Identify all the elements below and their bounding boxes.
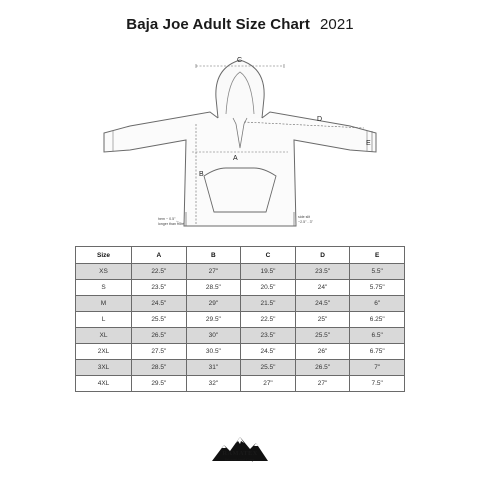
cell-size: 4XL <box>76 376 132 392</box>
cell-d: 25" <box>295 312 350 328</box>
label-d: D <box>317 116 323 123</box>
size-table <box>75 246 405 392</box>
cell-a: 24.5" <box>132 296 187 312</box>
cell-d: 27" <box>295 376 350 392</box>
cell-c: 22.5" <box>241 312 296 328</box>
cell-size: L <box>76 312 132 328</box>
cell-d: 23.5" <box>295 264 350 280</box>
header-e: E <box>350 247 405 264</box>
cell-c: 23.5" <box>241 328 296 344</box>
hoodie-body <box>104 112 376 226</box>
cell-b: 30" <box>186 328 241 344</box>
cell-a: 22.5" <box>132 264 187 280</box>
cell-e: 5.5" <box>350 264 405 280</box>
header-size: Size <box>76 247 132 264</box>
table-row <box>76 312 405 328</box>
cell-a: 29.5" <box>132 376 187 392</box>
chart-year: 2021 <box>319 16 354 33</box>
note-hem-1: hem ~ 0.5" <box>158 217 176 221</box>
cell-a: 25.5" <box>132 312 187 328</box>
cell-c: 20.5" <box>241 280 296 296</box>
table-row <box>76 360 405 376</box>
cell-size: 3XL <box>76 360 132 376</box>
logo-name: RAMATEX <box>222 450 258 457</box>
cell-a: 23.5" <box>132 280 187 296</box>
cell-a: 28.5" <box>132 360 187 376</box>
cell-e: 6.5" <box>350 328 405 344</box>
note-hem-2: longer than front <box>158 222 185 226</box>
cell-b: 32" <box>186 376 241 392</box>
cell-e: 7.5" <box>350 376 405 392</box>
table-header-row <box>76 247 405 264</box>
note-slit-2: ~2.5" - 3" <box>298 220 313 224</box>
cell-b: 28.5" <box>186 280 241 296</box>
table-row <box>76 264 405 280</box>
cell-c: 19.5" <box>241 264 296 280</box>
label-a: A <box>233 155 238 162</box>
note-slit-1: side slit <box>298 215 310 219</box>
cell-c: 24.5" <box>241 344 296 360</box>
cell-d: 24" <box>295 280 350 296</box>
cell-a: 26.5" <box>132 328 187 344</box>
cell-d: 24.5" <box>295 296 350 312</box>
hoodie-hood <box>216 60 264 118</box>
cell-c: 27" <box>241 376 296 392</box>
cell-a: 27.5" <box>132 344 187 360</box>
table-row <box>76 344 405 360</box>
cell-size: M <box>76 296 132 312</box>
cell-b: 29" <box>186 296 241 312</box>
cell-e: 5.75" <box>350 280 405 296</box>
table-row <box>76 296 405 312</box>
header-d: D <box>295 247 350 264</box>
cell-d: 26.5" <box>295 360 350 376</box>
table-row <box>76 328 405 344</box>
cell-c: 25.5" <box>241 360 296 376</box>
cell-e: 6" <box>350 296 405 312</box>
logo-subtitle: International Corp. <box>225 458 255 462</box>
chart-title: Baja Joe Adult Size Chart <box>126 16 310 33</box>
cell-b: 29.5" <box>186 312 241 328</box>
header-c: C <box>241 247 296 264</box>
header-b: B <box>186 247 241 264</box>
cell-size: 2XL <box>76 344 132 360</box>
ramatex-mountain-icon <box>210 423 270 473</box>
cell-b: 31" <box>186 360 241 376</box>
cell-b: 27" <box>186 264 241 280</box>
cell-e: 7" <box>350 360 405 376</box>
cell-e: 6.25" <box>350 312 405 328</box>
cell-size: XS <box>76 264 132 280</box>
cell-d: 25.5" <box>295 328 350 344</box>
label-b: B <box>199 171 204 178</box>
label-e: E <box>366 140 371 147</box>
cell-e: 6.75" <box>350 344 405 360</box>
table-row <box>76 376 405 392</box>
cell-c: 21.5" <box>241 296 296 312</box>
cell-size: S <box>76 280 132 296</box>
table-row <box>76 280 405 296</box>
cell-d: 26" <box>295 344 350 360</box>
cell-size: XL <box>76 328 132 344</box>
label-c: C <box>237 57 243 64</box>
header-a: A <box>132 247 187 264</box>
cell-b: 30.5" <box>186 344 241 360</box>
